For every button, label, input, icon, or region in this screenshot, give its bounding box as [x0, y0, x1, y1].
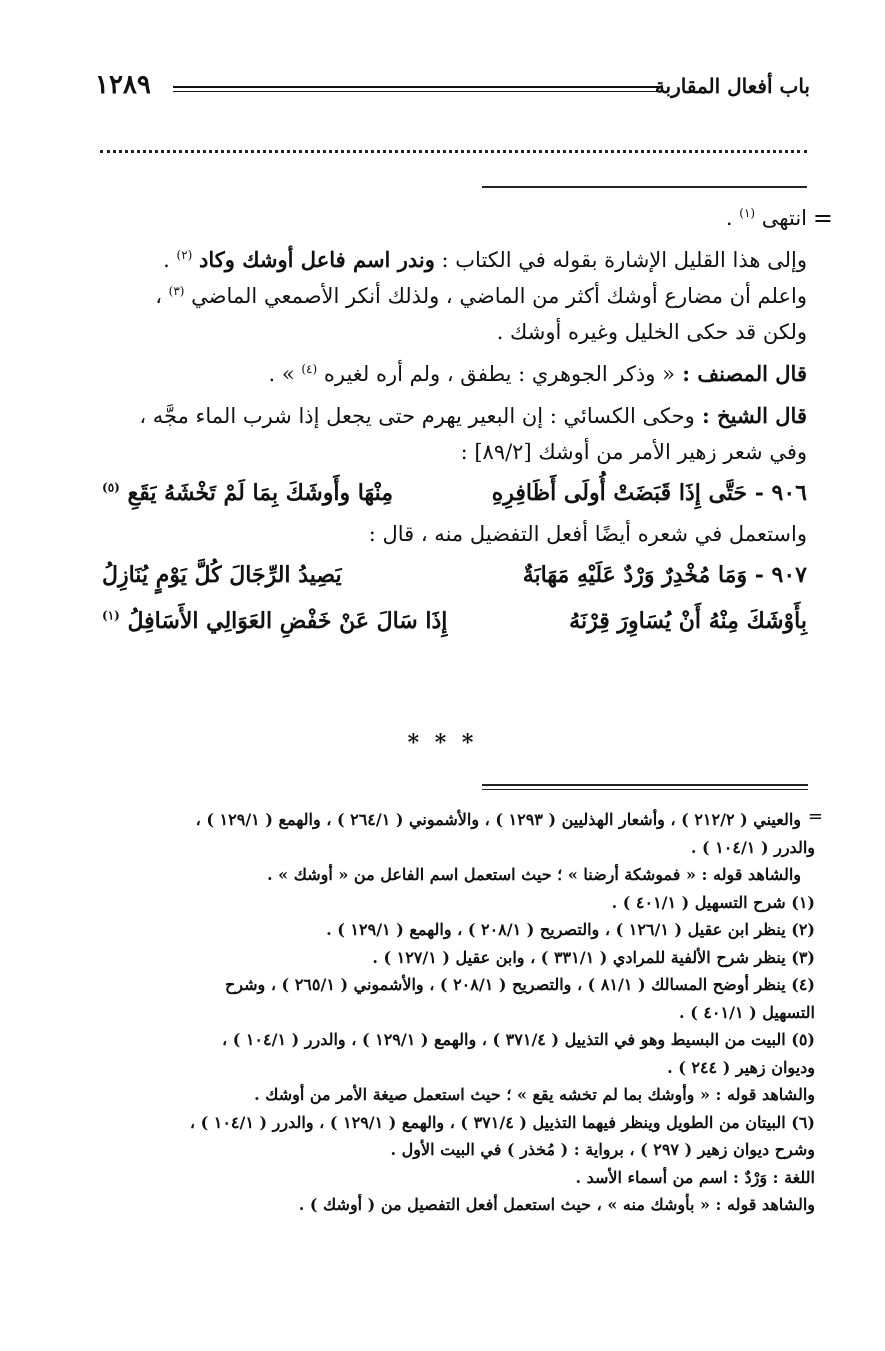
text-line: ولكن قد حكى الخليل وغيره أوشك .: [496, 320, 807, 344]
footnote-line: التسهيل ( ٤٠١/١ ) .: [679, 1002, 815, 1022]
footnote-line: اللغة : وَرْدٌ : اسم من أسماء الأسد .: [575, 1167, 815, 1187]
section-divider-stars: * * *: [407, 730, 478, 756]
text-line: واستعمل في شعره أيضًا أفعل التفضيل منه ، قال :: [368, 522, 807, 546]
footnote-ref[interactable]: (٤): [301, 362, 318, 376]
footnote-line: (٣) ينظر شرح الألفية للمرادي ( ٣٣١/١ ) ، وابن عقيل ( ١٢٧/١ ) .: [372, 947, 815, 967]
text-line: وإلى هذا القليل الإشارة بقوله في الكتاب : وندر اسم فاعل أوشك وكاد $^{(٢)}$ .: [163, 247, 807, 272]
text-line: واعلم أن مضارع أوشك أكثر من الماضي ، ولذلك أنكر الأصمعي الماضي $^{(٣)}$ ،: [155, 284, 807, 308]
text-line: قال المصنف : « وذكر الجوهري : يطفق ، ولم أره لغيره $^{(٤)}$ » .: [268, 361, 807, 386]
footnote-line: والشاهد قوله : « بأوشك منه » ، حيث استعمل أفعل التفصيل من ( أوشك ) .: [298, 1195, 815, 1214]
header-rule: [173, 86, 660, 92]
footnote-ref[interactable]: (٣): [168, 284, 185, 298]
footnotes: [100, 806, 815, 1219]
main-text: [102, 200, 807, 644]
verse-hemistich: بِأَوْشَكَ مِنْهُ أَنْ يُسَاوِرَ قِرْنَهُ: [569, 608, 807, 634]
verse-hemistich: يَصِيدُ الرِّجَالَ كُلَّ يَوْمٍ يُنَازِلُ: [102, 562, 342, 588]
verse-hemistich: ٩٠٦ - حَتَّى إِذَا قَبَضَتْ أُولَى أَظَافِرِهِ: [491, 480, 807, 506]
verse-hemistich: مِنْهَا وأَوشَكَ بِمَا لَمْ تَخْشَهُ يَقَعِ $^{(٥)}$: [102, 480, 393, 506]
footnote-rule: [482, 784, 808, 790]
footnote-continuation-mark: =: [807, 806, 823, 827]
footnote-line: (١) شرح التسهيل ( ٤٠١/١ ) .: [611, 892, 815, 912]
footnote-line: وديوان زهير ( ٢٤٤ ) .: [667, 1057, 815, 1077]
footnote-line: والدرر ( ١٠٤/١ ) .: [690, 837, 815, 857]
footnote-line: (٤) ينظر أوضح المسالك ( ٨١/١ ) ، والتصريح ( ٢٠٨/١ ) ، والأشموني ( ٢٦٥/١ ) ، وشرح: [224, 975, 815, 994]
verse-hemistich: ٩٠٧ - وَمَا مُخْدِرٌ وَرْدٌ عَلَيْهِ مَهَابَةٌ: [522, 562, 807, 588]
continuation-mark: =: [812, 204, 833, 232]
text-line: وفي شعر زهير الأمر من أوشك [٨٩/٢] :: [460, 440, 807, 464]
footnote-line: وشرح ديوان زهير ( ٢٩٧ ) ، برواية : ( مُخذر ) في البيت الأول .: [390, 1140, 815, 1159]
footnote-line: (٥) البيت من البسيط وهو في التذييل ( ٣٧١/٤ ) ، والهمع ( ١٢٩/١ ) ، والدرر ( ١٠٤/١ ) ،: [221, 1030, 815, 1049]
continuation-rule: [482, 186, 807, 188]
footnote-ref[interactable]: (١): [102, 608, 120, 623]
footnote-line: (٢) ينظر ابن عقيل ( ١٢٦/١ ) ، والتصريح ( ٢٠٨/١ ) ، والهمع ( ١٢٩/١ ) .: [326, 920, 815, 939]
footnote-line: (٦) البيتان من الطويل وينظر فيهما التذييل ( ٣٧١/٤ ) ، والهمع ( ١٢٩/١ ) ، والدرر ( ١٠٤/١ ) ،: [189, 1112, 815, 1132]
text-line: قال الشيخ : وحكى الكسائي : إن البعير يهرم حتى يجعل إذا شرب الماء مجَّه ،: [139, 403, 807, 428]
footnote-line: والشاهد قوله : « وأوشك بما لم تخشه يقع » ؛ حيث استعمل صيغة الأمر من أوشك .: [254, 1085, 815, 1104]
footnote-ref[interactable]: (٥): [102, 480, 120, 495]
footnote-line: والشاهد قوله : « فموشكة أرضنا » ؛ حيث استعمل اسم الفاعل من « أوشك » .: [267, 865, 801, 884]
verse-hemistich: إِذَا سَالَ عَنْ خَفْضِ العَوَالِي الأَسَافِلُ $^{(١)}$: [102, 608, 448, 634]
footnote-line: والعيني ( ٢١٢/٢ ) ، وأشعار الهذليين ( ١٢٩٣ ) ، والأشموني ( ٢٦٤/١ ) ، والهمع ( ١٢٩/١ ) ،: [195, 810, 801, 829]
verse-907-line2: [102, 598, 807, 644]
text-line: انتهى $^{(١)}$ .: [725, 206, 807, 230]
dotted-separator: [100, 150, 807, 153]
footnote-ref[interactable]: (١): [739, 206, 756, 220]
page-header: [95, 70, 810, 110]
verse-907-line1: [102, 552, 807, 598]
chapter-title: باب أفعال المقاربة: [654, 74, 810, 98]
verse-906: [102, 470, 807, 516]
page-number: ١٢٨٩: [95, 70, 151, 100]
footnote-ref[interactable]: (٢): [176, 248, 193, 262]
